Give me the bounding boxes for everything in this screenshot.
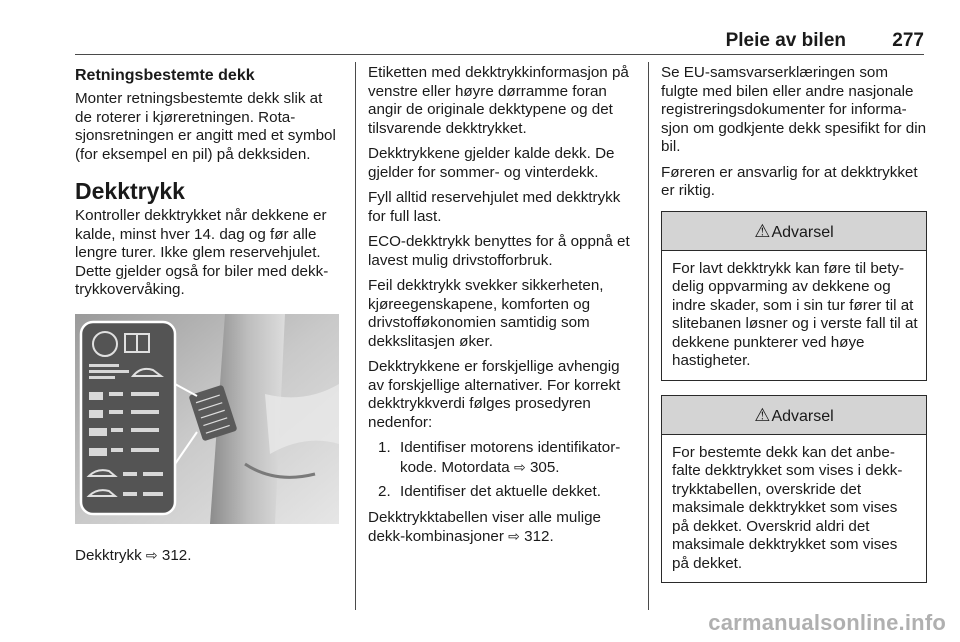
step-page-ref[interactable]: 305.: [529, 458, 560, 476]
page-header: [75, 30, 924, 52]
photo-caption: [75, 546, 343, 566]
paragraph-directional-tyres: Monter retningsbestemte dekk slik at de roterer i kjøreretningen. Rotasjonsretningen er angitt med et symbol (for eksempel en pil) på dekksiden.: [75, 90, 336, 163]
door-frame-illustration: [75, 314, 339, 524]
page-ref-arrow-icon: ⇨: [145, 546, 158, 563]
paragraph-cold-tyres: Dekktrykkene gjelder kalde dekk. De gjelder for sommer- og vinterdekk.: [368, 145, 615, 181]
paragraph-pressure-table: [368, 509, 636, 547]
procedure-step-1: [368, 439, 636, 477]
step-text: Identifiser det aktuelle dekket.: [400, 483, 601, 500]
paragraph-procedure: Dekktrykkene er forskjellige avhengig av forskjellige alternativer. For korrekt dekktrykkverdi følges prosedyren nedenfor:: [368, 358, 621, 431]
step-text: Identifiser motorens identifikatorkode. Motordata: [400, 439, 621, 476]
paragraph-label-info: Etiketten med dekktrykkinformasjon på venstre eller høyre dørramme foran angir de originale dekktypene og det tilsvarende dekktrykket.: [368, 64, 629, 137]
column-1: [75, 64, 343, 572]
caption-page-ref[interactable]: 312.: [161, 546, 192, 564]
warning-header: [662, 212, 926, 251]
warning-triangle-icon: ⚠: [754, 220, 771, 241]
header-rule: [75, 54, 924, 55]
section-title: Pleie av bilen: [725, 30, 846, 51]
heading-tyre-pressure: Dekktrykk: [75, 178, 185, 204]
warning-title: Advarsel: [771, 407, 834, 425]
caption-text: Dekktrykk: [75, 546, 142, 564]
watermark: carmanualsonline.info: [708, 610, 946, 635]
paragraph-eu-conformity: Se EU-samsvarserklæringen som fulgte med bilen eller andre nasjonale registreringsdokumenter for informasjon om godkjente dekk spesifikt for din bil.: [661, 64, 927, 155]
warning-text: For bestemte dekk kan det anbefalte dekktrykket som vises i dekktrykktabellen, overskride det maksimale dekktrykket som vises på dekket. Overskrid aldri det maksimale dekktrykket som vises på dekket.: [672, 443, 903, 572]
step-number: 1.: [378, 439, 391, 456]
tyre-pressure-label-photo: [75, 314, 339, 524]
paragraph-eco-pressure: ECO-dekktrykk benyttes for å oppnå et lavest mulig drivstofforbruk.: [368, 233, 630, 269]
column-3: [661, 64, 927, 597]
paragraph-tyre-pressure: Kontroller dekktrykket når dekkene er kalde, minst hver 14. dag og før alle lengre turer. Ikke glem reservehjulet. Dette gjelder også for biler med dekktrykkovervåking.: [75, 207, 329, 298]
warning-body: [662, 435, 926, 583]
warning-header: [662, 396, 926, 435]
heading-directional-tyres: Retningsbestemte dekk: [75, 67, 255, 84]
step-number: 2.: [378, 483, 391, 500]
pressure-table-text: Dekktrykktabellen viser alle mulige dekk-kombinasjoner: [368, 508, 601, 545]
warning-body: [662, 251, 926, 380]
page-ref-arrow-icon: ⇨: [508, 528, 520, 544]
page-number: 277: [892, 30, 924, 51]
procedure-step-2: [368, 483, 636, 502]
warning-text: For lavt dekktrykk kan føre til betydelig oppvarming av dekkene og indre skader, som i sin tur fører til at slitebanen løsner og i verste fall til at dekkene punkterer ved høye hastigheter.: [672, 259, 918, 369]
warning-triangle-icon: ⚠: [754, 404, 771, 425]
column-divider-2: [648, 62, 649, 610]
procedure-steps: [368, 439, 636, 502]
paragraph-driver-responsibility: Føreren er ansvarlig for at dekktrykket er riktig.: [661, 163, 918, 199]
column-2: [368, 64, 636, 554]
paragraph-spare-wheel: Fyll alltid reservehjulet med dekktrykk for full last.: [368, 189, 621, 225]
warning-box-2: [661, 395, 927, 584]
warning-box-1: [661, 211, 927, 381]
paragraph-wrong-pressure: Feil dekktrykk svekker sikkerheten, kjøreegenskapene, komforten og drivstofføkonomien samtidig som dekkslitasjen øker.: [368, 277, 604, 350]
column-divider-1: [355, 62, 356, 610]
warning-title: Advarsel: [771, 223, 834, 241]
page-ref-arrow-icon: ⇨: [514, 458, 526, 475]
pressure-table-page-ref[interactable]: 312.: [524, 528, 554, 545]
